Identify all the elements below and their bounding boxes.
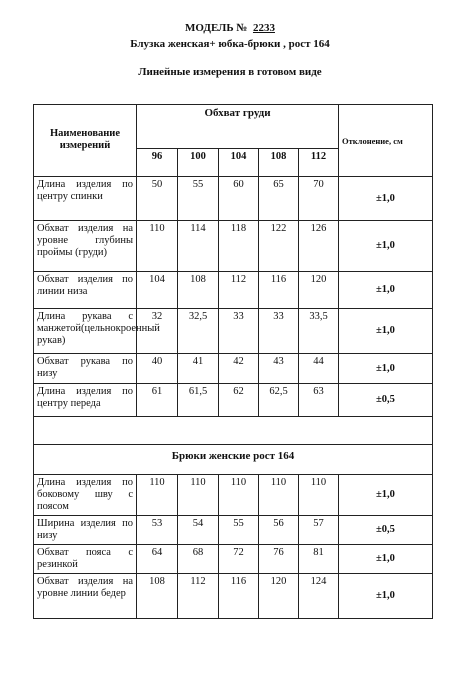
- tolerance-value: ±1,0: [339, 272, 433, 309]
- pants-section-title: Брюки женские рост 164: [34, 445, 433, 475]
- measurement-value: 118: [219, 221, 259, 272]
- measurement-value: 61: [137, 384, 178, 417]
- measurement-value: 104: [137, 272, 178, 309]
- measurement-value: 62,5: [259, 384, 299, 417]
- measurement-value: 56: [259, 516, 299, 545]
- measurement-value: 33,5: [299, 309, 339, 354]
- tolerance-value: ±1,0: [339, 545, 433, 574]
- measurement-value: 116: [259, 272, 299, 309]
- table-row: [34, 475, 433, 516]
- measurement-value: 76: [259, 545, 299, 574]
- measurement-value: 120: [299, 272, 339, 309]
- measurement-name: Обхват изделия по линии низа: [34, 272, 137, 309]
- measurement-value: 60: [219, 177, 259, 221]
- measurement-value: 42: [219, 354, 259, 384]
- tolerance-value: ±1,0: [339, 354, 433, 384]
- empty-row: [34, 417, 433, 445]
- measurement-value: 114: [178, 221, 219, 272]
- measurement-value: 55: [219, 516, 259, 545]
- table-row: [34, 574, 433, 619]
- measurement-value: 41: [178, 354, 219, 384]
- measurement-value: 32: [137, 309, 178, 354]
- tolerance-value: ±1,0: [339, 221, 433, 272]
- measurement-value: 57: [299, 516, 339, 545]
- size-header: 104: [219, 149, 259, 177]
- table-row: [34, 384, 433, 417]
- measurement-value: 55: [178, 177, 219, 221]
- measurement-value: 110: [219, 475, 259, 516]
- measurement-value: 122: [259, 221, 299, 272]
- table-row: [34, 272, 433, 309]
- measurement-value: 110: [259, 475, 299, 516]
- measurement-value: 65: [259, 177, 299, 221]
- measurement-value: 72: [219, 545, 259, 574]
- measurement-value: 50: [137, 177, 178, 221]
- section-title: Линейные измерения в готовом виде: [138, 66, 322, 78]
- tolerance-column-header: Отклонение, см: [339, 105, 433, 177]
- measurement-value: 108: [137, 574, 178, 619]
- tolerance-value: ±1,0: [339, 309, 433, 354]
- measurement-value: 110: [137, 221, 178, 272]
- table-row: [34, 354, 433, 384]
- measurement-value: 63: [299, 384, 339, 417]
- measurement-value: 112: [219, 272, 259, 309]
- tolerance-value: ±0,5: [339, 516, 433, 545]
- bust-group-header: Обхват груди: [137, 105, 339, 149]
- measurement-value: 53: [137, 516, 178, 545]
- measurement-name: Длина изделия по боковому шву с поясом: [34, 475, 137, 516]
- table-row: [34, 516, 433, 545]
- measurement-value: 44: [299, 354, 339, 384]
- measurement-value: 33: [219, 309, 259, 354]
- tolerance-value: ±1,0: [339, 177, 433, 221]
- table-row: [34, 309, 433, 354]
- measurements-table: [33, 104, 433, 619]
- measurement-name: Длина рукава с манжетой(цельнокроенный рукав): [34, 309, 137, 354]
- empty-cell: [34, 417, 433, 445]
- measurement-value: 110: [299, 475, 339, 516]
- name-column-header: Наименование измерений: [34, 105, 137, 177]
- measurement-value: 112: [178, 574, 219, 619]
- measurement-value: 110: [137, 475, 178, 516]
- measurement-name: Длина изделия по центру переда: [34, 384, 137, 417]
- tolerance-value: ±1,0: [339, 574, 433, 619]
- table-row: [34, 177, 433, 221]
- measurement-value: 70: [299, 177, 339, 221]
- measurements-table-body: [34, 105, 433, 619]
- tolerance-value: ±0,5: [339, 384, 433, 417]
- measurement-value: 64: [137, 545, 178, 574]
- model-title: [0, 22, 460, 34]
- measurement-value: 61,5: [178, 384, 219, 417]
- measurement-name: Обхват рукава по низу: [34, 354, 137, 384]
- size-header: 96: [137, 149, 178, 177]
- measurement-value: 54: [178, 516, 219, 545]
- measurement-value: 120: [259, 574, 299, 619]
- measurement-value: 33: [259, 309, 299, 354]
- measurement-value: 62: [219, 384, 259, 417]
- measurement-value: 40: [137, 354, 178, 384]
- measurement-value: 32,5: [178, 309, 219, 354]
- measurement-value: 43: [259, 354, 299, 384]
- measurement-name: Обхват изделия на уровне линии бедер: [34, 574, 137, 619]
- measurement-name: Ширина изделия по низу: [34, 516, 137, 545]
- measurement-value: 68: [178, 545, 219, 574]
- measurement-value: 124: [299, 574, 339, 619]
- size-header: 112: [299, 149, 339, 177]
- model-label: МОДЕЛЬ №: [185, 22, 248, 34]
- measurement-value: 81: [299, 545, 339, 574]
- measurement-name: Длина изделия по центру спинки: [34, 177, 137, 221]
- table-header-row: [34, 105, 433, 149]
- measurement-value: 116: [219, 574, 259, 619]
- table-row: [34, 221, 433, 272]
- tolerance-value: ±1,0: [339, 475, 433, 516]
- table-row: [34, 545, 433, 574]
- measurement-name: Обхват пояса с резинкой: [34, 545, 137, 574]
- measurement-value: 108: [178, 272, 219, 309]
- model-number: 2233: [252, 22, 275, 34]
- measurement-value: 110: [178, 475, 219, 516]
- size-header: 108: [259, 149, 299, 177]
- measurement-value: 126: [299, 221, 339, 272]
- size-header: 100: [178, 149, 219, 177]
- measurement-name: Обхват изделия на уровне глубины проймы (груди): [34, 221, 137, 272]
- pants-section-row: [34, 445, 433, 475]
- document-subtitle: Блузка женская+ юбка-брюки , рост 164: [130, 38, 330, 50]
